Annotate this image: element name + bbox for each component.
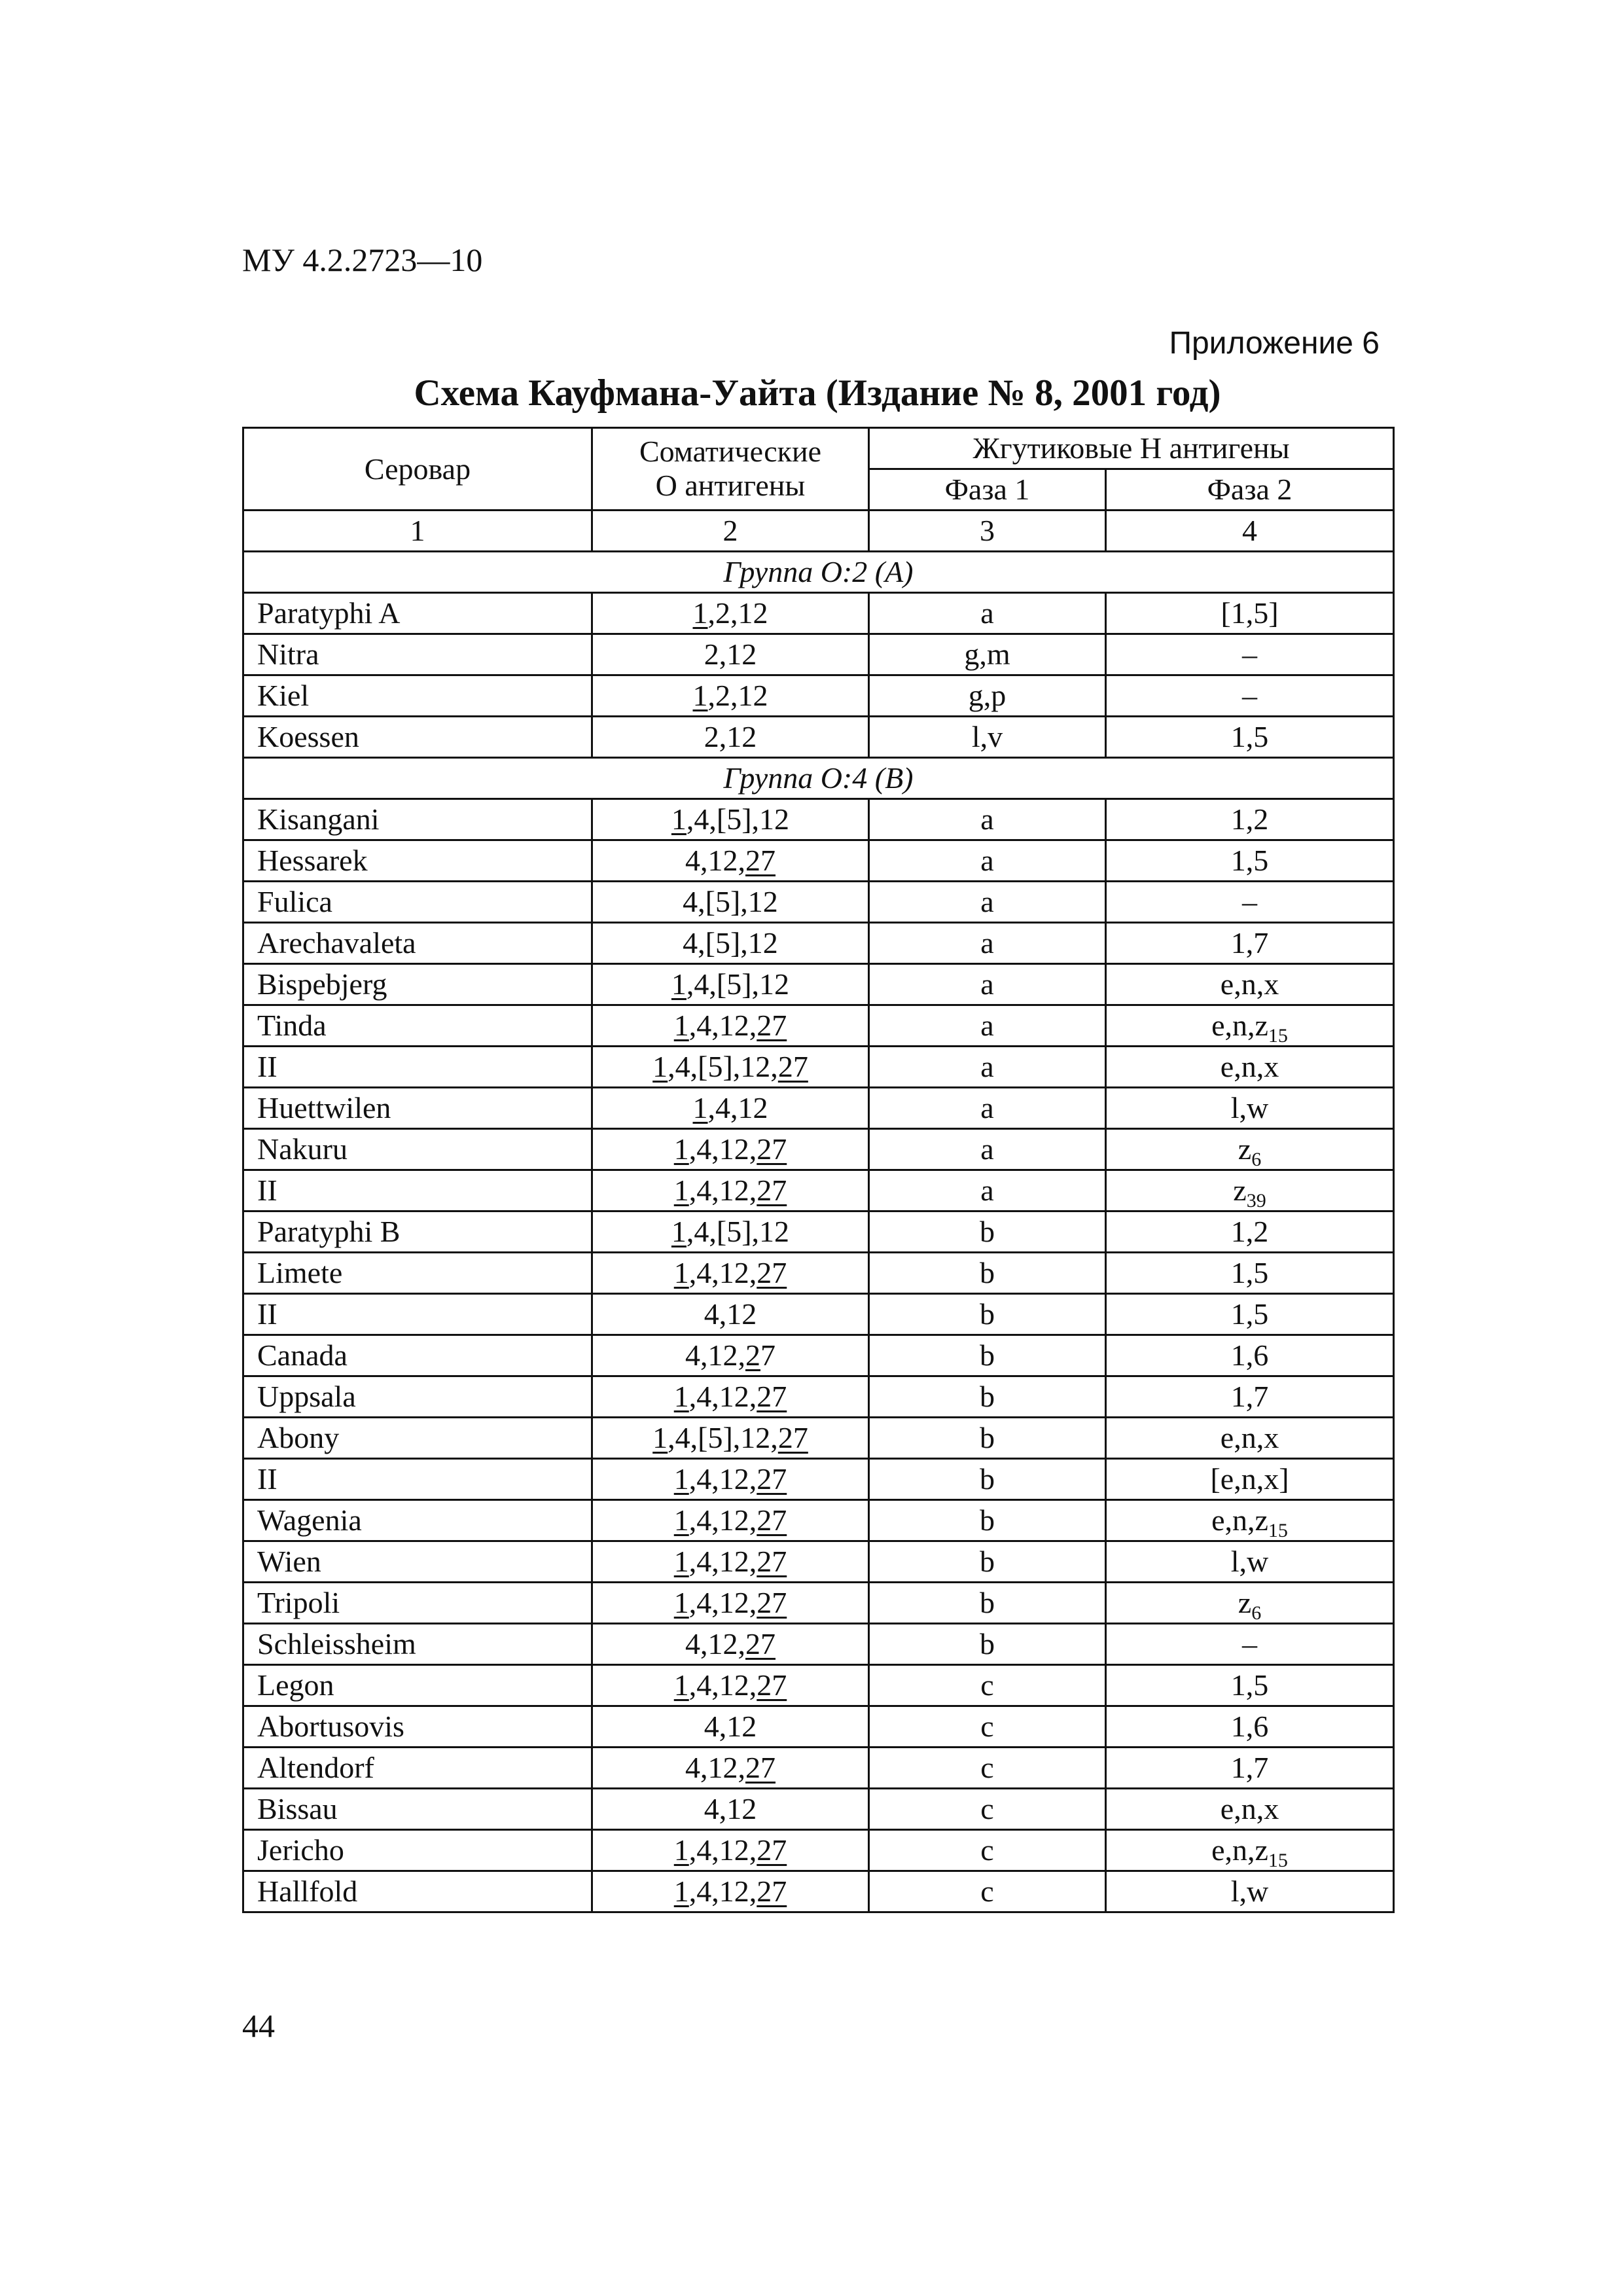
table-row	[243, 1706, 1394, 1748]
page-number: 44	[242, 2007, 275, 2044]
column-number-row	[243, 511, 1394, 552]
phase2-cell	[1106, 882, 1394, 923]
o-antigen-text: 4,12,	[685, 1751, 745, 1784]
phase2-value: –	[1242, 637, 1257, 671]
o-antigen-cell	[592, 1459, 869, 1500]
serovar-cell: Huettwilen	[243, 1088, 592, 1129]
table-row	[243, 634, 1394, 675]
o-antigen-underlined: 1	[673, 1586, 689, 1619]
phase2-cell	[1106, 1871, 1394, 1912]
o-antigen-cell	[592, 923, 869, 964]
phase2-cell	[1106, 1583, 1394, 1624]
o-antigen-cell	[592, 1789, 869, 1830]
table-row	[243, 1583, 1394, 1624]
phase1-cell: g,m	[869, 634, 1106, 675]
serovar-cell: II	[243, 1294, 592, 1335]
o-antigen-text: 2,12	[704, 637, 757, 671]
serovar-cell: Hessarek	[243, 840, 592, 882]
phase1-cell: c	[869, 1706, 1106, 1748]
o-antigen-underlined: 1	[652, 1050, 668, 1083]
serovar-cell: Abony	[243, 1418, 592, 1459]
o-antigen-text: ,4,[5],12,	[668, 1421, 778, 1454]
o-antigen-text: 4,12,	[685, 1627, 745, 1660]
kauffmann-white-table	[242, 427, 1395, 1913]
phase2-cell	[1106, 1665, 1394, 1706]
o-antigen-underlined: 1	[673, 1380, 689, 1413]
phase2-value: e,n,z	[1211, 1503, 1268, 1537]
o-antigen-underlined: 27	[745, 844, 776, 877]
phase1-cell: c	[869, 1871, 1106, 1912]
table-row	[243, 882, 1394, 923]
o-antigen-text: ,4,12,	[688, 1668, 757, 1702]
phase2-cell	[1106, 1459, 1394, 1500]
serovar-cell: II	[243, 1459, 592, 1500]
group-row	[243, 758, 1394, 799]
o-antigen-text: 4,[5],12	[683, 885, 778, 918]
phase2-cell	[1106, 1541, 1394, 1583]
phase1-cell: a	[869, 1088, 1106, 1129]
phase2-value: l,w	[1230, 1091, 1269, 1124]
o-antigen-underlined: 27	[757, 1132, 787, 1166]
phase1-cell: a	[869, 882, 1106, 923]
header-somatic-antigens	[592, 428, 869, 511]
table-row	[243, 1294, 1394, 1335]
phase2-cell	[1106, 1706, 1394, 1748]
phase2-value: 1,2	[1230, 802, 1269, 836]
phase1-cell: a	[869, 799, 1106, 840]
phase2-cell	[1106, 593, 1394, 634]
o-antigen-cell	[592, 1211, 869, 1253]
o-antigen-underlined: 1	[673, 1256, 689, 1289]
table-row	[243, 1005, 1394, 1047]
o-antigen-underlined: 27	[757, 1668, 787, 1702]
phase2-value: 1,2	[1230, 1215, 1269, 1248]
table-row	[243, 923, 1394, 964]
o-antigen-text: ,4,12,	[688, 1462, 757, 1496]
serovar-cell: Limete	[243, 1253, 592, 1294]
o-antigen-underlined: 1	[673, 1132, 689, 1166]
o-antigen-underlined: 1	[692, 679, 708, 712]
phase2-value: [1,5]	[1221, 596, 1279, 630]
serovar-cell: Uppsala	[243, 1376, 592, 1418]
phase2-value: 1,5	[1230, 1256, 1269, 1289]
o-antigen-cell	[592, 1335, 869, 1376]
phase1-cell: b	[869, 1500, 1106, 1541]
phase2-cell	[1106, 1294, 1394, 1335]
serovar-cell: Tripoli	[243, 1583, 592, 1624]
o-antigen-cell	[592, 717, 869, 758]
o-antigen-cell	[592, 1830, 869, 1871]
table-row	[243, 1789, 1394, 1830]
phase2-cell	[1106, 1253, 1394, 1294]
phase1-cell: c	[869, 1748, 1106, 1789]
o-antigen-underlined: 27	[777, 1421, 808, 1454]
phase2-value: 1,5	[1230, 720, 1269, 753]
phase2-cell	[1106, 1789, 1394, 1830]
phase1-cell: a	[869, 1047, 1106, 1088]
phase1-cell: b	[869, 1459, 1106, 1500]
o-antigen-text: ,4,12,	[688, 1380, 757, 1413]
header-somatic-line2: О антигены	[655, 469, 806, 502]
phase1-cell: b	[869, 1211, 1106, 1253]
o-antigen-text: 4,12	[704, 1297, 757, 1331]
o-antigen-underlined: 27	[757, 1256, 787, 1289]
o-antigen-text: ,2,12	[707, 596, 768, 630]
o-antigen-underlined: 1	[673, 1462, 689, 1496]
o-antigen-cell	[592, 593, 869, 634]
column-number: 1	[243, 511, 592, 552]
serovar-cell: II	[243, 1170, 592, 1211]
serovar-cell: II	[243, 1047, 592, 1088]
phase2-value: l,w	[1230, 1545, 1269, 1578]
o-antigen-text: 7	[760, 1338, 776, 1372]
phase2-value: 1,6	[1230, 1710, 1269, 1743]
o-antigen-text: ,4,12,	[688, 1132, 757, 1166]
o-antigen-underlined: 27	[777, 1050, 808, 1083]
header-row-1	[243, 428, 1394, 469]
serovar-cell: Abortusovis	[243, 1706, 592, 1748]
phase2-value: e,n,x	[1220, 1792, 1279, 1825]
serovar-cell: Koessen	[243, 717, 592, 758]
o-antigen-underlined: 1	[673, 1874, 689, 1908]
o-antigen-text: 4,12,	[685, 844, 745, 877]
o-antigen-text: 4,12	[704, 1792, 757, 1825]
serovar-cell: Legon	[243, 1665, 592, 1706]
phase2-value: 1,7	[1230, 1380, 1269, 1413]
phase2-cell	[1106, 1376, 1394, 1418]
group-label: Группа О:4 (В)	[243, 758, 1394, 799]
phase2-cell	[1106, 675, 1394, 717]
phase2-cell	[1106, 799, 1394, 840]
o-antigen-text: ,4,12,	[688, 1503, 757, 1537]
phase1-cell: a	[869, 923, 1106, 964]
phase1-cell: a	[869, 1129, 1106, 1170]
phase1-cell: c	[869, 1830, 1106, 1871]
phase2-cell	[1106, 1047, 1394, 1088]
phase2-subscript: 15	[1268, 1520, 1288, 1542]
table-row	[243, 675, 1394, 717]
o-antigen-text: ,4,[5],12	[686, 802, 790, 836]
phase2-cell	[1106, 634, 1394, 675]
phase2-value: 1,5	[1230, 1668, 1269, 1702]
phase1-cell: b	[869, 1418, 1106, 1459]
o-antigen-underlined: 1	[673, 1174, 689, 1207]
header-serovar: Серовар	[243, 428, 592, 511]
o-antigen-underlined: 1	[673, 1833, 689, 1867]
phase2-subscript: 39	[1246, 1190, 1266, 1212]
o-antigen-underlined: 27	[757, 1503, 787, 1537]
serovar-cell: Jericho	[243, 1830, 592, 1871]
serovar-cell: Kisangani	[243, 799, 592, 840]
o-antigen-text: ,4,12,	[688, 1545, 757, 1578]
o-antigen-text: ,4,[5],12	[686, 967, 790, 1001]
o-antigen-cell	[592, 1005, 869, 1047]
o-antigen-underlined: 27	[757, 1380, 787, 1413]
phase2-value: z	[1238, 1586, 1252, 1619]
phase2-value: 1,6	[1230, 1338, 1269, 1372]
o-antigen-underlined: 1	[692, 1091, 708, 1124]
o-antigen-cell	[592, 1294, 869, 1335]
phase1-cell: b	[869, 1253, 1106, 1294]
phase2-cell	[1106, 964, 1394, 1005]
header-somatic-line1: Соматические	[639, 435, 822, 468]
table-row	[243, 1129, 1394, 1170]
column-number: 2	[592, 511, 869, 552]
header-phase2: Фаза 2	[1106, 469, 1394, 511]
phase1-cell: b	[869, 1583, 1106, 1624]
document-code: МУ 4.2.2723—10	[242, 242, 483, 278]
o-antigen-cell	[592, 1500, 869, 1541]
phase2-cell	[1106, 1088, 1394, 1129]
phase2-value: e,n,x	[1220, 967, 1279, 1001]
phase1-cell: a	[869, 1005, 1106, 1047]
phase2-value: 1,7	[1230, 926, 1269, 960]
o-antigen-cell	[592, 1047, 869, 1088]
phase2-value: [e,n,x]	[1210, 1462, 1289, 1496]
o-antigen-text: ,4,[5],12,	[668, 1050, 778, 1083]
o-antigen-cell	[592, 1665, 869, 1706]
o-antigen-cell	[592, 1748, 869, 1789]
phase2-cell	[1106, 1129, 1394, 1170]
o-antigen-text: 4,[5],12	[683, 926, 778, 960]
table-row	[243, 1335, 1394, 1376]
table-row	[243, 1170, 1394, 1211]
phase1-cell: a	[869, 840, 1106, 882]
serovar-cell: Tinda	[243, 1005, 592, 1047]
o-antigen-underlined: 27	[757, 1462, 787, 1496]
phase1-cell: a	[869, 593, 1106, 634]
o-antigen-cell	[592, 882, 869, 923]
table-row	[243, 840, 1394, 882]
phase2-value: z	[1238, 1132, 1252, 1166]
serovar-cell: Kiel	[243, 675, 592, 717]
serovar-cell: Nitra	[243, 634, 592, 675]
o-antigen-cell	[592, 1418, 869, 1459]
table-row	[243, 1541, 1394, 1583]
o-antigen-cell	[592, 1624, 869, 1665]
phase1-cell: b	[869, 1294, 1106, 1335]
serovar-cell: Hallfold	[243, 1871, 592, 1912]
phase2-cell	[1106, 840, 1394, 882]
o-antigen-text: ,4,12,	[688, 1586, 757, 1619]
phase2-cell	[1106, 1500, 1394, 1541]
group-row	[243, 552, 1394, 593]
phase2-value: 1,7	[1230, 1751, 1269, 1784]
o-antigen-underlined: 27	[757, 1545, 787, 1578]
o-antigen-text: ,2,12	[707, 679, 768, 712]
table-row	[243, 1088, 1394, 1129]
phase2-value: e,n,z	[1211, 1009, 1268, 1042]
table-row	[243, 717, 1394, 758]
o-antigen-underlined: 27	[757, 1874, 787, 1908]
o-antigen-underlined: 1	[673, 1503, 689, 1537]
phase1-cell: a	[869, 964, 1106, 1005]
table-title: Схема Кауфмана-Уайта (Издание № 8, 2001 год)	[414, 372, 1221, 414]
o-antigen-cell	[592, 799, 869, 840]
table-row	[243, 1748, 1394, 1789]
table-row	[243, 1624, 1394, 1665]
phase1-cell: l,v	[869, 717, 1106, 758]
o-antigen-underlined: 27	[757, 1833, 787, 1867]
o-antigen-cell	[592, 1583, 869, 1624]
o-antigen-cell	[592, 1129, 869, 1170]
o-antigen-underlined: 1	[673, 1668, 689, 1702]
phase1-cell: b	[869, 1376, 1106, 1418]
o-antigen-underlined: 27	[757, 1009, 787, 1042]
o-antigen-cell	[592, 1170, 869, 1211]
serovar-cell: Nakuru	[243, 1129, 592, 1170]
group-label: Группа О:2 (А)	[243, 552, 1394, 593]
o-antigen-text: ,4,12	[707, 1091, 768, 1124]
phase1-cell: c	[869, 1665, 1106, 1706]
o-antigen-text: 2,12	[704, 720, 757, 753]
phase2-value: 1,5	[1230, 1297, 1269, 1331]
phase1-cell: a	[869, 1170, 1106, 1211]
table-row	[243, 964, 1394, 1005]
column-number: 4	[1106, 511, 1394, 552]
phase2-cell	[1106, 1005, 1394, 1047]
serovar-cell: Altendorf	[243, 1748, 592, 1789]
table-row	[243, 1500, 1394, 1541]
table-row	[243, 1047, 1394, 1088]
o-antigen-text: ,4,12,	[688, 1174, 757, 1207]
phase2-subscript: 15	[1268, 1850, 1288, 1872]
o-antigen-cell	[592, 1871, 869, 1912]
serovar-cell: Bispebjerg	[243, 964, 592, 1005]
o-antigen-underlined: 1	[671, 967, 687, 1001]
o-antigen-underlined: 27	[745, 1751, 776, 1784]
phase2-value: e,n,x	[1220, 1050, 1279, 1083]
o-antigen-text: ,4,12,	[688, 1256, 757, 1289]
table-row	[243, 1871, 1394, 1912]
o-antigen-text: 4,12	[704, 1710, 757, 1743]
phase2-value: l,w	[1230, 1874, 1269, 1908]
o-antigen-underlined: 1	[673, 1009, 689, 1042]
o-antigen-cell	[592, 964, 869, 1005]
phase1-cell: b	[869, 1541, 1106, 1583]
o-antigen-text: ,4,12,	[688, 1874, 757, 1908]
serovar-cell: Paratyphi B	[243, 1211, 592, 1253]
o-antigen-cell	[592, 1376, 869, 1418]
serovar-cell: Canada	[243, 1335, 592, 1376]
phase2-subscript: 6	[1251, 1149, 1262, 1171]
phase2-value: 1,5	[1230, 844, 1269, 877]
o-antigen-underlined: 27	[757, 1174, 787, 1207]
o-antigen-underlined: 27	[745, 1627, 776, 1660]
table-row	[243, 1830, 1394, 1871]
phase2-cell	[1106, 1418, 1394, 1459]
table-row	[243, 1376, 1394, 1418]
phase2-value: e,n,x	[1220, 1421, 1279, 1454]
header-flagellar-antigens: Жгутиковые Н антигены	[869, 428, 1394, 469]
phase2-cell	[1106, 1335, 1394, 1376]
serovar-cell: Wien	[243, 1541, 592, 1583]
o-antigen-cell	[592, 840, 869, 882]
phase1-cell: b	[869, 1624, 1106, 1665]
o-antigen-text: ,4,12,	[688, 1009, 757, 1042]
o-antigen-underlined: 1	[671, 802, 687, 836]
o-antigen-text: ,4,[5],12	[686, 1215, 790, 1248]
o-antigen-underlined: 27	[757, 1586, 787, 1619]
o-antigen-cell	[592, 675, 869, 717]
phase2-cell	[1106, 1748, 1394, 1789]
table-row	[243, 593, 1394, 634]
table-row	[243, 799, 1394, 840]
o-antigen-cell	[592, 1088, 869, 1129]
o-antigen-underlined: 1	[671, 1215, 687, 1248]
serovar-cell: Arechavaleta	[243, 923, 592, 964]
table-row	[243, 1211, 1394, 1253]
phase1-cell: b	[869, 1335, 1106, 1376]
appendix-label: Приложение 6	[1169, 326, 1380, 361]
phase2-cell	[1106, 1624, 1394, 1665]
serovar-cell: Fulica	[243, 882, 592, 923]
serovar-cell: Paratyphi A	[243, 593, 592, 634]
phase2-cell	[1106, 717, 1394, 758]
column-number: 3	[869, 511, 1106, 552]
serovar-cell: Schleissheim	[243, 1624, 592, 1665]
phase2-subscript: 6	[1251, 1602, 1262, 1624]
phase1-cell: c	[869, 1789, 1106, 1830]
o-antigen-cell	[592, 634, 869, 675]
phase2-cell	[1106, 923, 1394, 964]
o-antigen-cell	[592, 1706, 869, 1748]
table-row	[243, 1253, 1394, 1294]
table-row	[243, 1665, 1394, 1706]
o-antigen-text: 4,12,	[685, 1338, 745, 1372]
phase2-value: –	[1242, 885, 1257, 918]
serovar-cell: Wagenia	[243, 1500, 592, 1541]
o-antigen-text: ,4,12,	[688, 1833, 757, 1867]
o-antigen-underlined: 1	[652, 1421, 668, 1454]
header-phase1: Фаза 1	[869, 469, 1106, 511]
table-row	[243, 1459, 1394, 1500]
o-antigen-underlined: 1	[673, 1545, 689, 1578]
phase2-subscript: 15	[1268, 1025, 1288, 1047]
phase1-cell: g,p	[869, 675, 1106, 717]
o-antigen-underlined: 2	[745, 1338, 760, 1372]
phase2-value: –	[1242, 1627, 1257, 1660]
phase2-value: –	[1242, 679, 1257, 712]
o-antigen-cell	[592, 1253, 869, 1294]
phase2-value: z	[1233, 1174, 1247, 1207]
phase2-cell	[1106, 1211, 1394, 1253]
phase2-value: e,n,z	[1211, 1833, 1268, 1867]
phase2-cell	[1106, 1830, 1394, 1871]
table-row	[243, 1418, 1394, 1459]
serovar-cell: Bissau	[243, 1789, 592, 1830]
o-antigen-cell	[592, 1541, 869, 1583]
o-antigen-underlined: 1	[692, 596, 708, 630]
phase2-cell	[1106, 1170, 1394, 1211]
